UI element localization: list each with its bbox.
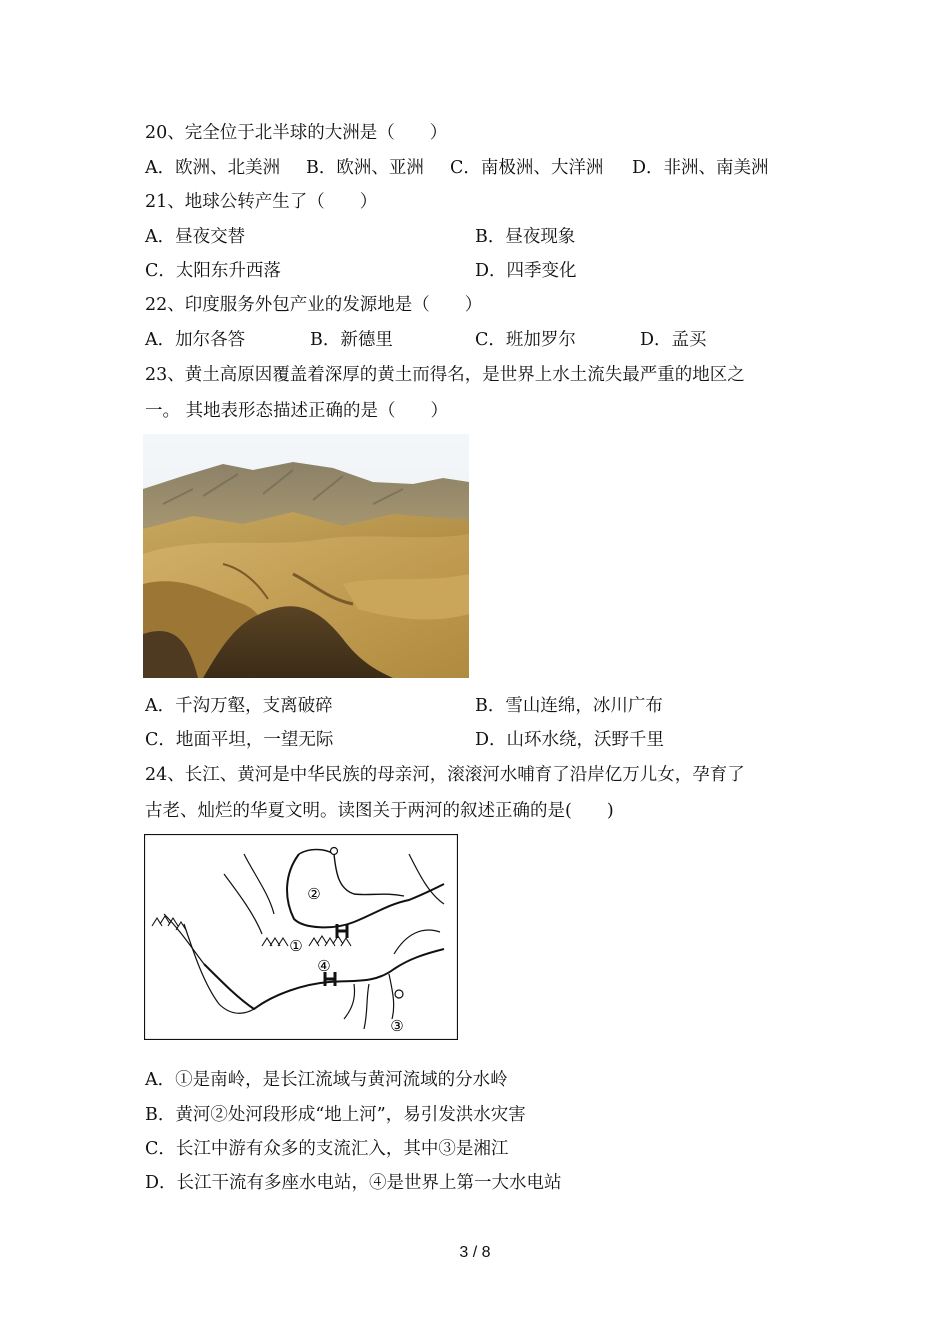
q21-option-b: B．昼夜现象	[475, 227, 576, 247]
map-label-3: ③	[390, 1017, 404, 1035]
q23-stem-line2: 一。 其地表形态描述正确的是（ ）	[145, 401, 449, 421]
q23-option-c: C．地面平坦，一望无际	[145, 730, 334, 750]
q20-option-b: B．欧洲、亚洲	[306, 158, 424, 178]
q23-option-d: D．山环水绕，沃野千里	[475, 730, 665, 750]
q24-stem-line1: 24、长江、黄河是中华民族的母亲河，滚滚河水哺育了沿岸亿万儿女，孕育了	[145, 765, 745, 785]
q23-option-a: A．千沟万壑，支离破碎	[145, 696, 333, 716]
q23-option-b: B．雪山连绵，冰川广布	[475, 696, 663, 716]
q24-stem-line2: 古老、灿烂的华夏文明。读图关于两河的叙述正确的是( )	[145, 801, 614, 821]
q24-option-b: B．黄河②处河段形成“地上河”，易引发洪水灾害	[145, 1105, 526, 1125]
q24-option-c: C．长江中游有众多的支流汇入，其中③是湘江	[145, 1139, 509, 1159]
q20-option-a: A．欧洲、北美洲	[145, 158, 281, 178]
q22-stem: 22、印度服务外包产业的发源地是（ ）	[145, 295, 483, 315]
rivers-map	[144, 834, 458, 1040]
q22-option-b: B．新德里	[310, 330, 393, 350]
map-label-4: ④	[317, 957, 331, 975]
q23-stem-line1: 23、黄土高原因覆盖着深厚的黄土而得名，是世界上水土流失最严重的地区之	[145, 365, 745, 385]
q21-option-a: A．昼夜交替	[145, 227, 246, 247]
q21-stem: 21、地球公转产生了（ ）	[145, 192, 378, 212]
page-number: 3 / 8	[459, 1244, 491, 1261]
q20-stem: 20、完全位于北半球的大洲是（ ）	[145, 123, 448, 143]
q22-option-a: A．加尔各答	[145, 330, 246, 350]
q22-option-c: C．班加罗尔	[475, 330, 576, 350]
q21-option-c: C．太阳东升西落	[145, 261, 281, 281]
loess-plateau-photo	[143, 434, 469, 678]
map-label-2: ②	[307, 885, 321, 903]
q20-option-c: C．南极洲、大洋洲	[450, 158, 604, 178]
map-label-1: ①	[289, 937, 303, 955]
q22-option-d: D．孟买	[640, 330, 707, 350]
q24-option-a: A．①是南岭，是长江流域与黄河流域的分水岭	[145, 1070, 508, 1090]
q21-option-d: D．四季变化	[475, 261, 577, 281]
q24-option-d: D．长江干流有多座水电站，④是世界上第一大水电站	[145, 1173, 562, 1193]
q20-option-d: D．非洲、南美洲	[632, 158, 769, 178]
